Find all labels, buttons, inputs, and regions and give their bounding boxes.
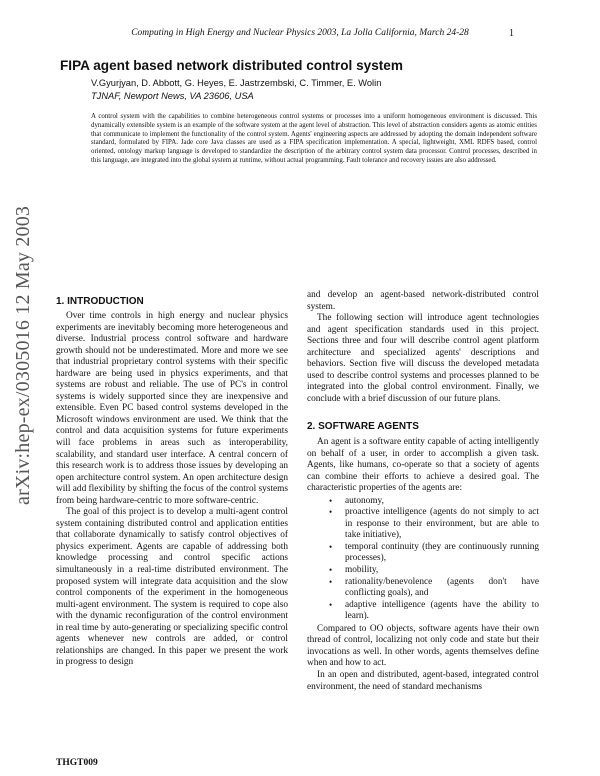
section-1-heading: 1. INTRODUCTION [56,296,144,307]
affiliation: TJNAF, Newport News, VA 23606, USA [91,91,254,101]
author-list: V.Gyurjyan, D. Abbott, G. Heyes, E. Jastrzembski, C. Timmer, E. Wolin [91,78,382,88]
intro-paragraph-2-continued: and develop an agent-based network-distributed control system. [307,290,539,312]
running-header: Computing in High Energy and Nuclear Physics 2003, La Jolla California, March 24-28 [131,28,469,38]
agents-paragraph-2: Compared to OO objects, software agents have their own thread of control, localizing not only code and state but their invocations as well. In other words, agents themselves define when and how to act. [307,623,539,669]
agents-paragraph-3: In an open and distributed, agent-based, integrated control environment, the need of standard mechanisms [307,669,539,692]
abstract: A control system with the capabilities to combine heterogeneous control systems or processes into a uniform homogeneous environment is discussed. This dynamically extensible system is an example of the software system at the agent level of abstraction. This level of abstraction considers agents as atomic entities that communicate to implement the functionality of the control system. Agents' engineering aspects are addressed by adopting the domain independent software standard, formulated by FIPA. Jade core Java classes are used as a FIPA specification implementation. A special, lightweight, XML RDFS based, control oriented, ontology markup language is developed to standardize the description of the arbitrary control system data processor. Control processes, described in this language, are integrated into the global system at runtime, without actual programming. Fault tolerance and recovery issues are also addressed. [91,113,537,164]
paper-code-footer: THGT009 [56,758,98,768]
list-item: • rationality/benevolence (agents don't have conflicting goals), and [307,577,539,600]
arxiv-side-stamp: arXiv:hep-ex/0305016 12 May 2003 [12,205,34,505]
intro-paragraph-1: Over time controls in high energy and nuclear physics experiments are inevitably becoming more heterogeneous and diverse. Industrial process control software and hardware growth should not be underestimated. More and more we see that industrial proprietary control systems with their specific hardware are being used in physics experiments, and that systems are robust and reliable. The use of PC's in control systems is widely supported since they are inexpensive and extensible. Even PC based control systems developed in the Microsoft windows environment are used. We think that the control and data acquisition systems for future experiments will face problems in areas such as interoperability, scalability, and standard user interface. A central concern of this research work is to address those issues by developing an open architecture control system. An open architecture design will add flexibility by shifting the focus of the control systems from being hardware-centric to more software-centric. [56,311,288,506]
intro-paragraph-2: The goal of this project is to develop a multi-agent control system containing distributed control and application entities that collaborate dynamically to satisfy control objectives of physics experiment. Agents are capable of addressing both knowledge processing and control specific actions simultaneously in a real-time distributed environment. The proposed system will integrate data acquisition and the slow control components of the experiment in the homogeneous multi-agent environment. The system is required to cope also with the dynamic reconfiguration of the control environment in real time by auto-generating or specializing specific control agents whenever new controls are added, or control relationships are changed. In this paper we present the work in progress to design [56,507,288,668]
list-item: • proactive intelligence (agents do not simply to act in response to their environment, but are able to take initiative), [307,507,539,542]
list-item: • mobility, [307,565,539,577]
intro-paragraph-3: The following section will introduce agent technologies and agent specification standards used in this project. Sections three and four will describe control agent platform architecture and specialized agents' descriptions and behaviors. Section five will discuss the developed metadata used to describe control systems and processes planned to be integrated into the global control environment. Finally, we conclude with a brief discussion of our future plans. [307,313,539,404]
paper-title: FIPA agent based network distributed control system [60,58,403,73]
list-item: • temporal continuity (they are continuously running processes), [307,542,539,565]
list-item: • adaptive intelligence (agents have the ability to learn). [307,600,539,623]
section-2-heading: 2. SOFTWARE AGENTS [307,421,419,433]
list-item: • autonomy, [307,496,539,508]
agents-paragraph-1: An agent is a software entity capable of acting intelligently on behalf of a user, in order to accomplish a given task. Agents, like humans, co-operate so that a society of agents can combine their efforts to achieve a desired goal. The characteristic properties of the agents are: [307,437,539,494]
right-column [307,290,539,693]
agent-properties-list [307,496,539,623]
left-column [56,311,288,669]
page-number: 1 [509,28,514,39]
